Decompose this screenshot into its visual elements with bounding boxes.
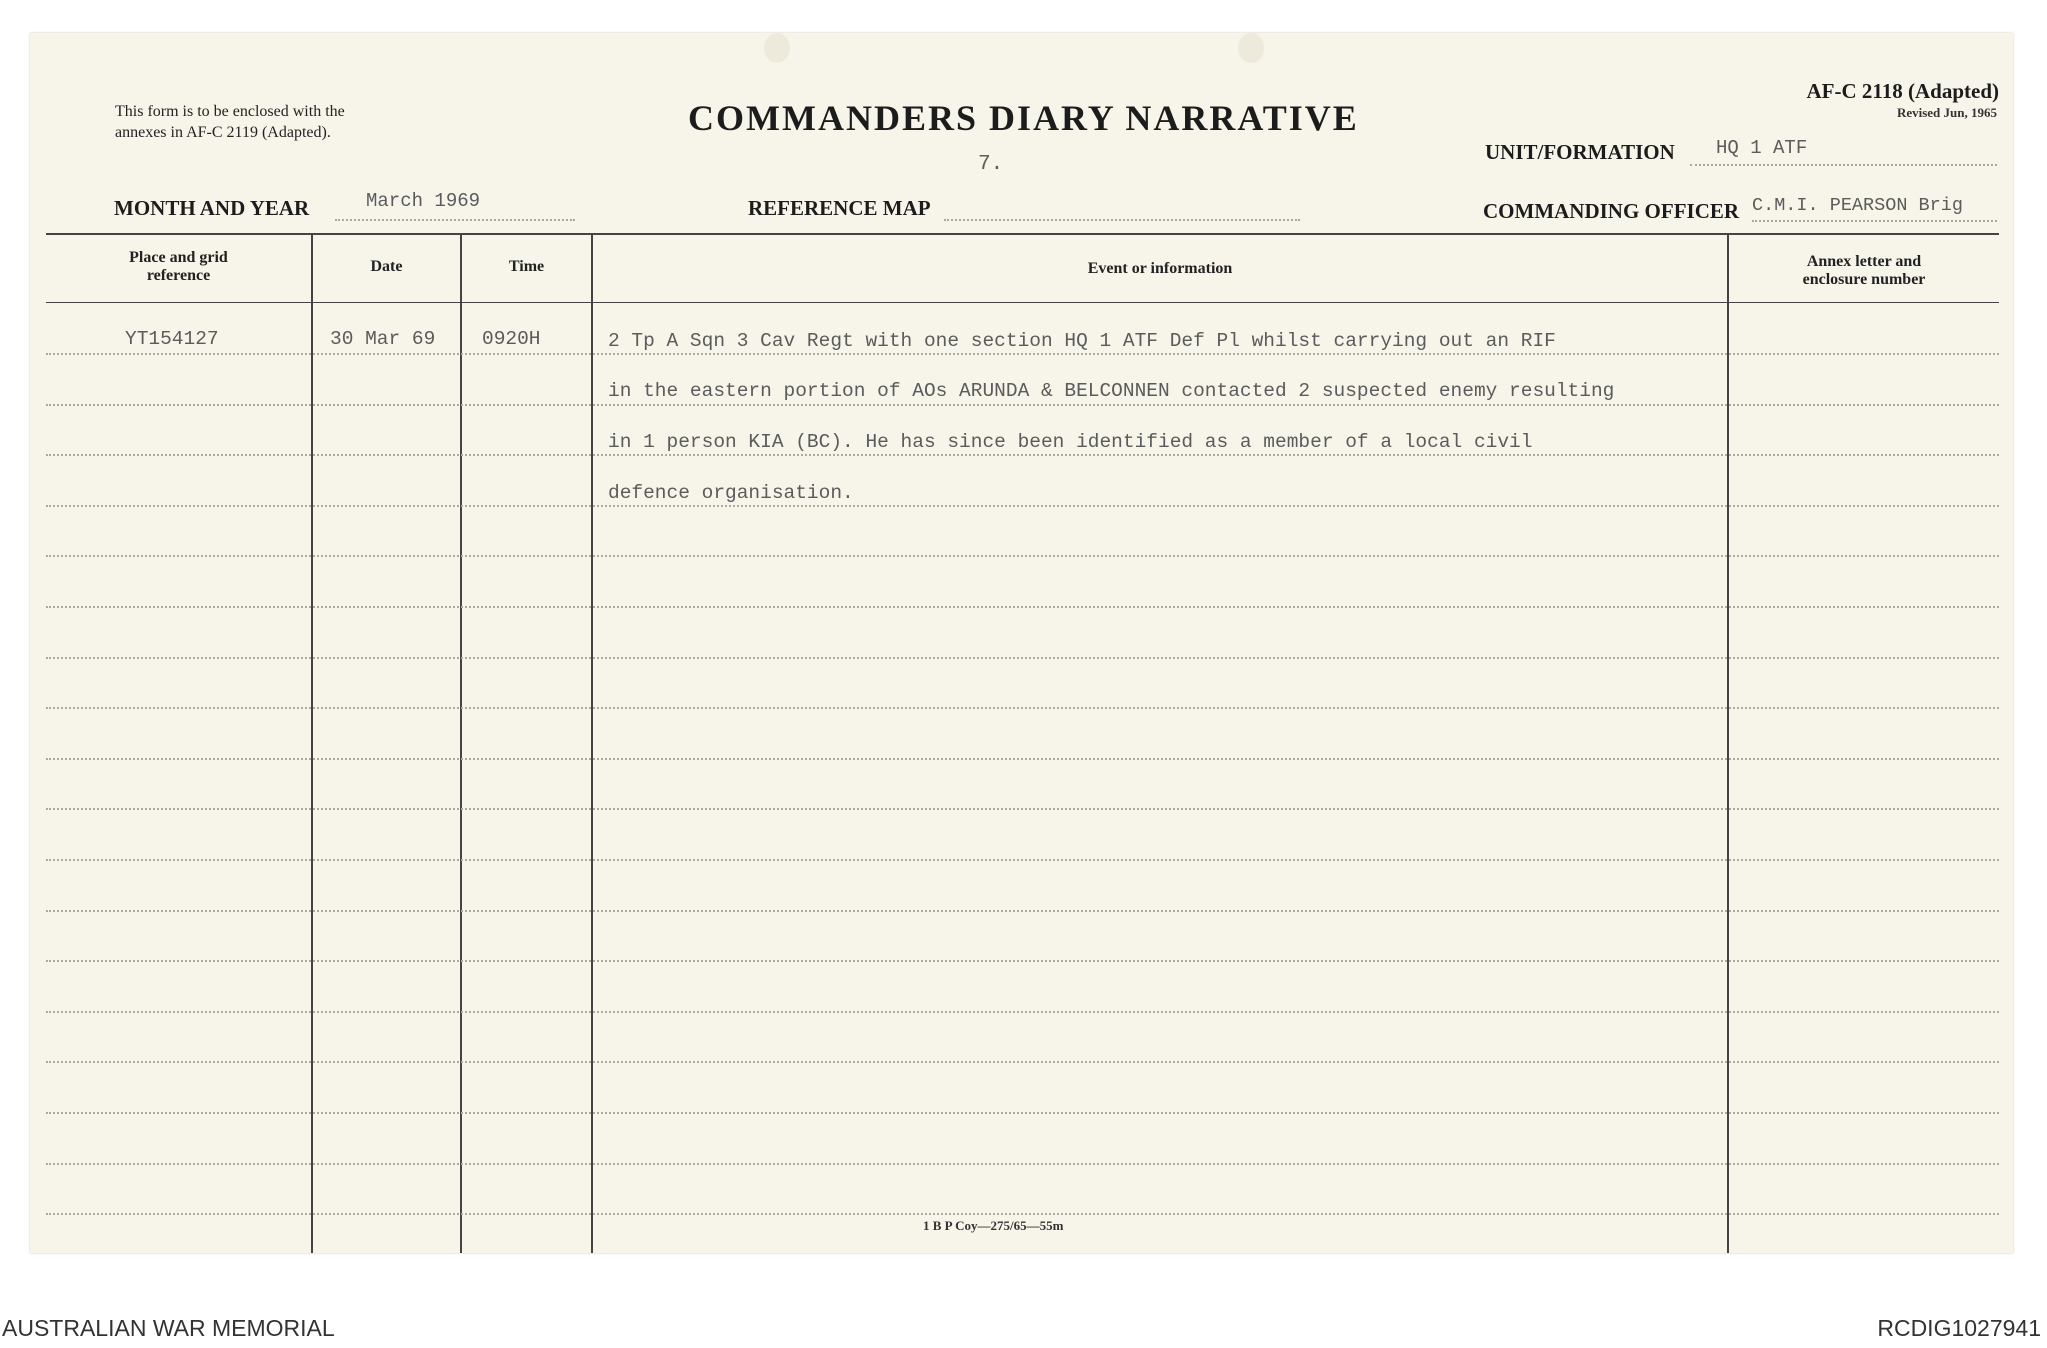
unit-field-line xyxy=(1690,164,1997,166)
enclosure-note xyxy=(115,101,345,143)
entry-place: YT154127 xyxy=(125,328,219,350)
ruled-row-line xyxy=(46,758,1999,760)
entry-event-line: 2 Tp A Sqn 3 Cav Regt with one section HQ 1 ATF Def Pl whilst carrying out an RIF xyxy=(608,330,1556,352)
ruled-row-line xyxy=(46,910,1999,912)
enclosure-note-line: annexes in AF-C 2119 (Adapted). xyxy=(115,124,331,141)
footer-source: AUSTRALIAN WAR MEMORIAL xyxy=(2,1315,335,1341)
ruled-row-line xyxy=(46,505,1999,507)
ruled-row-line xyxy=(46,404,1999,406)
unit-value: HQ 1 ATF xyxy=(1716,137,1808,159)
ruled-row-line xyxy=(46,555,1999,557)
printer-imprint: 1 B P Coy—275/65—55m xyxy=(923,1218,1064,1233)
form-title: COMMANDERS DIARY NARRATIVE xyxy=(688,98,1359,138)
commanding-officer-value: C.M.I. PEARSON Brig xyxy=(1752,195,1963,216)
column-divider xyxy=(311,233,313,1253)
column-header-line: enclosure number xyxy=(1802,271,1926,288)
entry-event-line: in 1 person KIA (BC). He has since been identified as a member of a local civil xyxy=(608,431,1533,453)
ruled-row-line xyxy=(46,353,1999,355)
ruled-row-line xyxy=(46,1061,1999,1063)
ruled-row-line xyxy=(46,960,1999,962)
column-header-place xyxy=(46,249,311,285)
commanding-officer-label: COMMANDING OFFICER xyxy=(1483,199,1740,223)
month-year-value: March 1969 xyxy=(366,190,481,212)
column-header-date: Date xyxy=(370,258,403,275)
ruled-row-line xyxy=(46,808,1999,810)
commanding-officer-field-line xyxy=(1752,220,1997,222)
month-year-label: MONTH AND YEAR xyxy=(114,196,310,220)
column-header-line: Place and grid xyxy=(129,249,228,266)
column-divider xyxy=(460,233,462,1253)
punch-hole xyxy=(1238,33,1264,63)
page-number: 7. xyxy=(978,153,1004,176)
punch-hole xyxy=(764,33,790,63)
ruled-row-line xyxy=(46,1112,1999,1114)
ruled-row-line xyxy=(46,657,1999,659)
column-header-line: Annex letter and xyxy=(1806,253,1922,270)
entry-event-line: defence organisation. xyxy=(608,482,854,504)
ruled-row-line xyxy=(46,707,1999,709)
reference-map-label: REFERENCE MAP xyxy=(748,196,931,220)
column-header-event: Event or information xyxy=(1087,260,1233,277)
column-divider xyxy=(1727,233,1729,1253)
reference-map-field-line xyxy=(944,219,1300,221)
table-header-border xyxy=(46,302,1999,303)
entry-event-line: in the eastern portion of AOs ARUNDA & BELCONNEN contacted 2 suspected enemy resulting xyxy=(608,380,1615,402)
entry-date: 30 Mar 69 xyxy=(330,328,436,350)
column-header-line: reference xyxy=(146,267,211,284)
column-header-annex xyxy=(1729,253,1999,289)
entry-time: 0920H xyxy=(482,328,541,350)
diary-form-page xyxy=(30,33,2013,1253)
month-year-field-line xyxy=(335,219,575,221)
table-top-border xyxy=(46,233,1999,235)
enclosure-note-line: This form is to be enclosed with the xyxy=(115,103,345,120)
column-header-time: Time xyxy=(508,258,545,275)
unit-label: UNIT/FORMATION xyxy=(1485,140,1675,164)
form-number: AF-C 2118 (Adapted) xyxy=(1806,79,1999,103)
ruled-row-line xyxy=(46,454,1999,456)
ruled-row-line xyxy=(46,1163,1999,1165)
ruled-row-line xyxy=(46,606,1999,608)
ruled-row-line xyxy=(46,1011,1999,1013)
revised-date: Revised Jun, 1965 xyxy=(1896,105,1997,120)
ruled-row-line xyxy=(46,859,1999,861)
column-divider xyxy=(591,233,593,1253)
footer-id: RCDIG1027941 xyxy=(1877,1315,2041,1341)
ruled-row-line xyxy=(46,1213,1999,1215)
